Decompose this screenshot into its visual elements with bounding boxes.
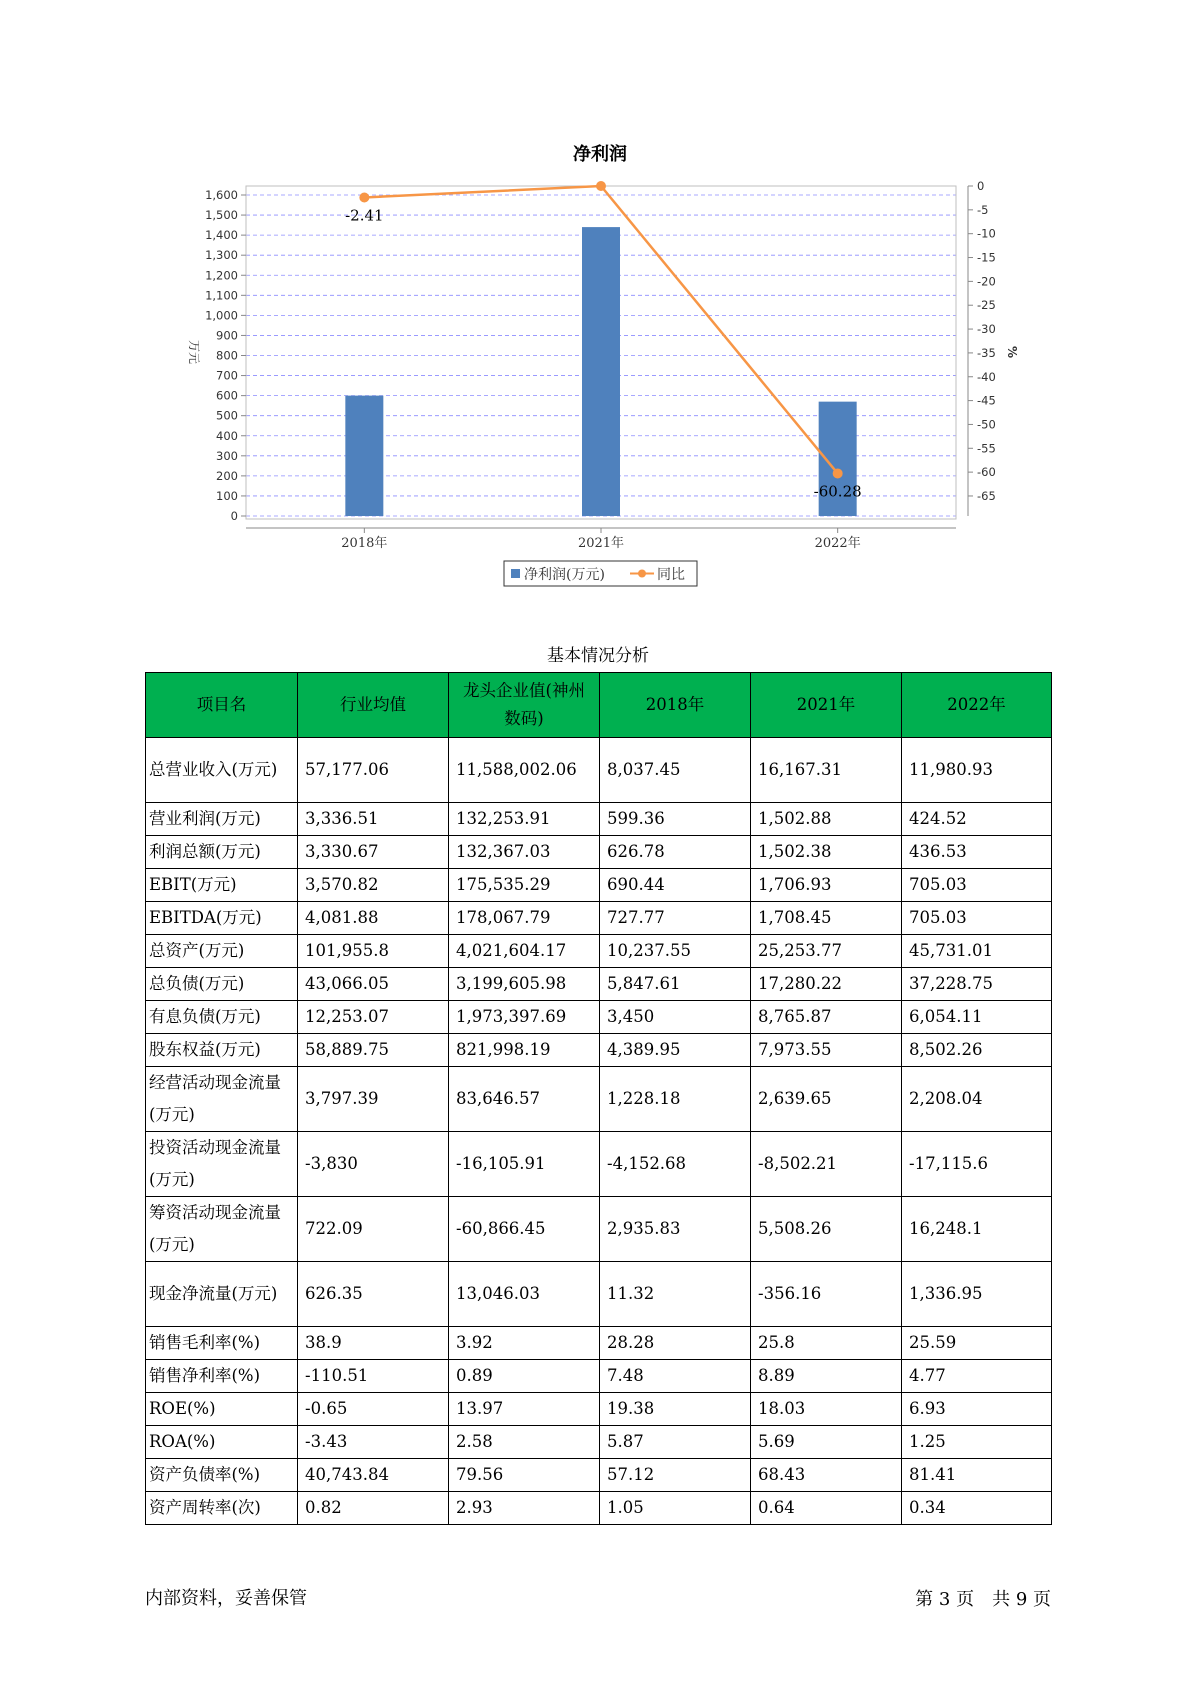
row-value-cell: 5.87 xyxy=(600,1426,751,1459)
row-item-name: 有息负债(万元) xyxy=(146,1001,298,1034)
yoy-data-label: -60.28 xyxy=(813,482,862,501)
page-number xyxy=(915,1585,1051,1611)
row-value-cell: 11.32 xyxy=(600,1262,751,1327)
page-current: 3 xyxy=(938,1589,951,1610)
row-value-cell: 705.03 xyxy=(902,869,1052,902)
row-value-cell: 8.89 xyxy=(751,1360,902,1393)
row-value-cell: 5.69 xyxy=(751,1426,902,1459)
yoy-point xyxy=(596,181,606,191)
row-item-name: EBITDA(万元) xyxy=(146,902,298,935)
net-profit-chart xyxy=(0,0,1191,600)
row-value-cell: 17,280.22 xyxy=(751,968,902,1001)
row-value-cell: -8,502.21 xyxy=(751,1132,902,1197)
row-value-cell: 28.28 xyxy=(600,1327,751,1360)
row-value-cell: 705.03 xyxy=(902,902,1052,935)
row-item-name: 销售净利率(%) xyxy=(146,1360,298,1393)
row-value-cell: 1.25 xyxy=(902,1426,1052,1459)
chart-title: 净利润 xyxy=(573,144,627,165)
y2-tick-label: -65 xyxy=(977,488,996,503)
legend-line-label: 同比 xyxy=(657,567,685,583)
row-value-cell: 68.43 xyxy=(751,1459,902,1492)
row-value-cell: 4.77 xyxy=(902,1360,1052,1393)
row-value-cell: 13.97 xyxy=(449,1393,600,1426)
basic-analysis-table xyxy=(145,672,1052,1525)
table-caption: 基本情况分析 xyxy=(547,646,649,666)
row-value-cell: 3,199,605.98 xyxy=(449,968,600,1001)
row-value-cell: 1,336.95 xyxy=(902,1262,1052,1327)
row-value-cell: -3,830 xyxy=(298,1132,449,1197)
row-item-name: 总资产(万元) xyxy=(146,935,298,968)
row-value-cell: 0.89 xyxy=(449,1360,600,1393)
row-value-cell: -60,866.45 xyxy=(449,1197,600,1262)
page-prefix: 第 xyxy=(915,1589,934,1610)
row-value-cell: 1,708.45 xyxy=(751,902,902,935)
row-value-cell: -16,105.91 xyxy=(449,1132,600,1197)
y-tick-label: 600 xyxy=(216,388,238,403)
y-tick-label: 1,200 xyxy=(205,268,238,283)
row-value-cell: 3,336.51 xyxy=(298,803,449,836)
row-value-cell: 0.82 xyxy=(298,1492,449,1525)
row-value-cell: 38.9 xyxy=(298,1327,449,1360)
row-value-cell: 58,889.75 xyxy=(298,1034,449,1067)
y-tick-label: 700 xyxy=(216,368,238,383)
table-row xyxy=(146,869,1052,902)
row-item-name: 营业利润(万元) xyxy=(146,803,298,836)
row-value-cell: 6,054.11 xyxy=(902,1001,1052,1034)
row-value-cell: 3,450 xyxy=(600,1001,751,1034)
header-item-name: 项目名 xyxy=(146,673,298,738)
y2-tick-label: -60 xyxy=(977,465,996,480)
y2-tick-label: 0 xyxy=(977,179,985,193)
y-tick-label: 100 xyxy=(216,488,238,503)
row-value-cell: 178,067.79 xyxy=(449,902,600,935)
row-value-cell: 79.56 xyxy=(449,1459,600,1492)
row-value-cell: 25,253.77 xyxy=(751,935,902,968)
row-value-cell: 2.58 xyxy=(449,1426,600,1459)
row-value-cell: 132,253.91 xyxy=(449,803,600,836)
row-value-cell: 626.78 xyxy=(600,836,751,869)
row-item-name: 现金净流量(万元) xyxy=(146,1262,298,1327)
row-value-cell: 18.03 xyxy=(751,1393,902,1426)
row-value-cell: 12,253.07 xyxy=(298,1001,449,1034)
legend xyxy=(504,561,697,586)
row-value-cell: -17,115.6 xyxy=(902,1132,1052,1197)
y-tick-label: 900 xyxy=(216,328,238,343)
row-value-cell: 722.09 xyxy=(298,1197,449,1262)
row-value-cell: 2,639.65 xyxy=(751,1067,902,1132)
page-suffix: 页 xyxy=(1033,1589,1051,1610)
row-item-name: 利润总额(万元) xyxy=(146,836,298,869)
y-tick-label: 200 xyxy=(216,468,238,483)
y-tick-label: 1,000 xyxy=(205,308,238,323)
yoy-data-label: -2.41 xyxy=(345,206,384,225)
row-value-cell: 132,367.03 xyxy=(449,836,600,869)
row-value-cell: 6.93 xyxy=(902,1393,1052,1426)
y-tick-label: 1,400 xyxy=(205,228,238,243)
row-value-cell: 4,021,604.17 xyxy=(449,935,600,968)
row-value-cell: 16,167.31 xyxy=(751,738,902,803)
row-value-cell: 1,228.18 xyxy=(600,1067,751,1132)
row-value-cell: 2,208.04 xyxy=(902,1067,1052,1132)
table-row xyxy=(146,935,1052,968)
row-value-cell: 821,998.19 xyxy=(449,1034,600,1067)
row-item-name: 资产周转率(次) xyxy=(146,1492,298,1525)
header-2018: 2018年 xyxy=(600,673,751,738)
row-value-cell: 436.53 xyxy=(902,836,1052,869)
yoy-point xyxy=(833,468,843,478)
page-total: 9 xyxy=(1015,1589,1028,1610)
row-item-name: 投资活动现金流量(万元) xyxy=(146,1132,298,1197)
row-value-cell: 57,177.06 xyxy=(298,738,449,803)
row-item-name: 经营活动现金流量(万元) xyxy=(146,1067,298,1132)
y-tick-label: 0 xyxy=(230,509,238,523)
row-value-cell: 2.93 xyxy=(449,1492,600,1525)
table-row xyxy=(146,803,1052,836)
row-value-cell: 4,081.88 xyxy=(298,902,449,935)
row-value-cell: 1,973,397.69 xyxy=(449,1001,600,1034)
table-row xyxy=(146,1197,1052,1262)
row-value-cell: 2,935.83 xyxy=(600,1197,751,1262)
row-value-cell: 81.41 xyxy=(902,1459,1052,1492)
y2-tick-label: -10 xyxy=(977,226,996,241)
row-value-cell: 727.77 xyxy=(600,902,751,935)
x-tick-label: 2021年 xyxy=(577,536,625,551)
row-value-cell: 1.05 xyxy=(600,1492,751,1525)
y2-tick-label: -40 xyxy=(977,369,996,384)
row-value-cell: 25.8 xyxy=(751,1327,902,1360)
table-row xyxy=(146,1034,1052,1067)
header-2021: 2021年 xyxy=(751,673,902,738)
y2-tick-label: -15 xyxy=(977,250,996,265)
y-tick-label: 1,100 xyxy=(205,288,238,303)
bar-net-profit xyxy=(582,227,620,516)
row-value-cell: 3,797.39 xyxy=(298,1067,449,1132)
row-value-cell: 19.38 xyxy=(600,1393,751,1426)
row-value-cell: 7,973.55 xyxy=(751,1034,902,1067)
table-row xyxy=(146,1001,1052,1034)
row-item-name: 总营业收入(万元) xyxy=(146,738,298,803)
bar-net-profit xyxy=(345,396,383,516)
y2-tick-label: -50 xyxy=(977,417,996,432)
legend-line-marker xyxy=(638,570,646,578)
table-row xyxy=(146,1393,1052,1426)
row-value-cell: -110.51 xyxy=(298,1360,449,1393)
row-value-cell: 13,046.03 xyxy=(449,1262,600,1327)
table-row xyxy=(146,1492,1052,1525)
row-value-cell: 175,535.29 xyxy=(449,869,600,902)
x-tick-label: 2018年 xyxy=(341,536,388,551)
y-tick-label: 400 xyxy=(216,428,238,443)
row-value-cell: 8,502.26 xyxy=(902,1034,1052,1067)
row-value-cell: 1,502.38 xyxy=(751,836,902,869)
header-industry-avg: 行业均值 xyxy=(298,673,449,738)
table-row xyxy=(146,1459,1052,1492)
row-item-name: 总负债(万元) xyxy=(146,968,298,1001)
row-item-name: ROA(%) xyxy=(146,1426,298,1459)
row-value-cell: 11,588,002.06 xyxy=(449,738,600,803)
row-value-cell: 83,646.57 xyxy=(449,1067,600,1132)
table-row xyxy=(146,1360,1052,1393)
table-row xyxy=(146,902,1052,935)
table-row xyxy=(146,1262,1052,1327)
header-leader-value: 龙头企业值(神州数码) xyxy=(449,673,600,738)
table-row xyxy=(146,968,1052,1001)
header-2022: 2022年 xyxy=(902,673,1052,738)
y2-tick-label: -45 xyxy=(977,393,996,408)
row-item-name: 资产负债率(%) xyxy=(146,1459,298,1492)
table-row xyxy=(146,836,1052,869)
row-value-cell: -0.65 xyxy=(298,1393,449,1426)
row-value-cell: 11,980.93 xyxy=(902,738,1052,803)
legend-bar-swatch xyxy=(511,569,520,578)
table-header-row xyxy=(146,673,1052,738)
row-item-name: ROE(%) xyxy=(146,1393,298,1426)
row-value-cell: 599.36 xyxy=(600,803,751,836)
row-value-cell: 7.48 xyxy=(600,1360,751,1393)
yoy-point xyxy=(359,192,369,202)
y-tick-label: 1,300 xyxy=(205,248,238,263)
row-value-cell: 626.35 xyxy=(298,1262,449,1327)
table-row xyxy=(146,1067,1052,1132)
row-value-cell: 690.44 xyxy=(600,869,751,902)
y2-tick-label: -55 xyxy=(977,441,996,456)
row-value-cell: 101,955.8 xyxy=(298,935,449,968)
row-value-cell: -3.43 xyxy=(298,1426,449,1459)
table-row xyxy=(146,1426,1052,1459)
row-value-cell: 0.34 xyxy=(902,1492,1052,1525)
row-value-cell: 10,237.55 xyxy=(600,935,751,968)
y-axis-title: 万元 xyxy=(187,339,201,365)
row-value-cell: 3,570.82 xyxy=(298,869,449,902)
row-value-cell: 8,765.87 xyxy=(751,1001,902,1034)
row-value-cell: 1,706.93 xyxy=(751,869,902,902)
row-value-cell: 57.12 xyxy=(600,1459,751,1492)
y2-tick-label: -35 xyxy=(977,345,996,360)
row-value-cell: 1,502.88 xyxy=(751,803,902,836)
y2-axis-title: % xyxy=(1005,345,1019,359)
row-value-cell: -356.16 xyxy=(751,1262,902,1327)
y-tick-label: 300 xyxy=(216,448,238,463)
y-tick-label: 1,600 xyxy=(205,188,238,202)
y2-tick-label: -30 xyxy=(977,322,996,337)
y2-tick-label: -5 xyxy=(977,202,989,217)
y-tick-label: 500 xyxy=(216,408,238,423)
y-tick-label: 800 xyxy=(216,348,238,363)
row-value-cell: 25.59 xyxy=(902,1327,1052,1360)
row-item-name: 股东权益(万元) xyxy=(146,1034,298,1067)
row-value-cell: 40,743.84 xyxy=(298,1459,449,1492)
row-value-cell: 5,508.26 xyxy=(751,1197,902,1262)
page-mid: 页 共 xyxy=(956,1589,1011,1610)
row-value-cell: 3,330.67 xyxy=(298,836,449,869)
row-value-cell: 0.64 xyxy=(751,1492,902,1525)
row-item-name: EBIT(万元) xyxy=(146,869,298,902)
row-item-name: 筹资活动现金流量(万元) xyxy=(146,1197,298,1262)
row-value-cell: 3.92 xyxy=(449,1327,600,1360)
row-value-cell: 43,066.05 xyxy=(298,968,449,1001)
row-value-cell: 16,248.1 xyxy=(902,1197,1052,1262)
row-value-cell: 4,389.95 xyxy=(600,1034,751,1067)
footer-confidential: 内部资料，妥善保管 xyxy=(145,1588,307,1609)
table-row xyxy=(146,738,1052,803)
table-row xyxy=(146,1327,1052,1360)
y2-tick-label: -20 xyxy=(977,274,996,289)
x-tick-label: 2022年 xyxy=(814,536,861,551)
row-item-name: 销售毛利率(%) xyxy=(146,1327,298,1360)
row-value-cell: 45,731.01 xyxy=(902,935,1052,968)
row-value-cell: 424.52 xyxy=(902,803,1052,836)
row-value-cell: 37,228.75 xyxy=(902,968,1052,1001)
row-value-cell: -4,152.68 xyxy=(600,1132,751,1197)
y2-tick-label: -25 xyxy=(977,298,996,313)
row-value-cell: 5,847.61 xyxy=(600,968,751,1001)
y-tick-label: 1,500 xyxy=(205,208,238,223)
row-value-cell: 8,037.45 xyxy=(600,738,751,803)
legend-bar-label: 净利润(万元) xyxy=(524,567,605,583)
table-row xyxy=(146,1132,1052,1197)
